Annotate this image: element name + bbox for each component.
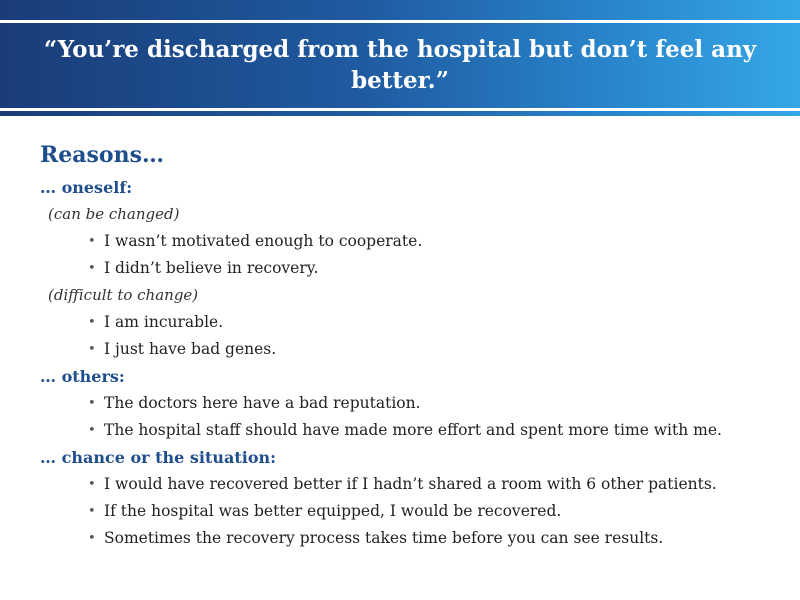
bullet-item: • The hospital staff should have made more effort and spent more time with me.: [88, 417, 795, 444]
reasons-heading: Reasons…: [40, 142, 164, 168]
slide-title: “You’re discharged from the hospital but don’t feel any better.”: [43, 36, 757, 94]
bullet-item: • I am incurable.: [88, 309, 795, 336]
bullet-item: • The doctors here have a bad reputation.: [88, 390, 795, 417]
bullet-list: [40, 390, 795, 444]
title-banner: [0, 0, 800, 116]
bullet-list: [40, 309, 795, 363]
bullet-item: • I wasn’t motivated enough to cooperate.: [88, 228, 795, 255]
section-chance-label: … chance or the situation:: [40, 448, 277, 467]
bullet-item: • I didn’t believe in recovery.: [88, 255, 795, 282]
subgroup-difficult-to-change-label: (difficult to change): [48, 286, 199, 304]
bullet-item: • I just have bad genes.: [88, 336, 795, 363]
bullet-item: • Sometimes the recovery process takes time before you can see results.: [88, 525, 795, 552]
bullet-item: • I would have recovered better if I hadn’t shared a room with 6 other patients.: [88, 471, 795, 498]
slide-content: [40, 140, 795, 552]
subgroup-can-be-changed-label: (can be changed): [48, 205, 180, 223]
banner-bottom-stripe: [0, 108, 800, 111]
banner-top-stripe: [0, 20, 800, 23]
bullet-list: [40, 471, 795, 552]
bullet-list: [40, 228, 795, 282]
section-others-label: … others:: [40, 367, 125, 386]
section-oneself-label: … oneself:: [40, 178, 133, 197]
bullet-item: • If the hospital was better equipped, I would be recovered.: [88, 498, 795, 525]
